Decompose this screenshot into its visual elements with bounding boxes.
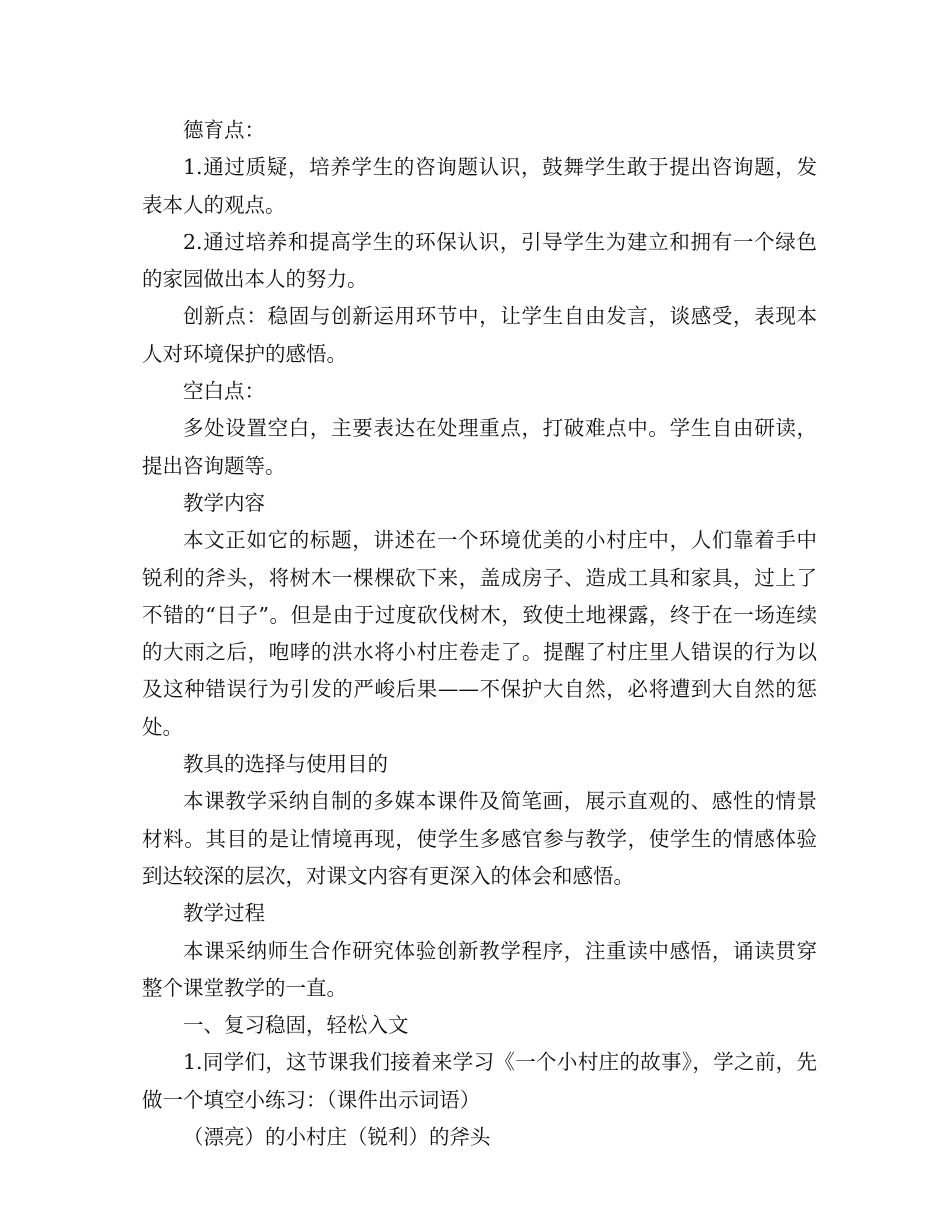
paragraph-teaching-aids: 本课教学采纳自制的多媒本课件及简笔画，展示直观的、感性的情景材料。其目的是让情境再现，使学生多感官参与教学，使学生的情感体验到达较深的层次，对课文内容有更深入的体会和感悟。 (142, 789, 817, 888)
heading-moral-points: 德育点： (183, 118, 265, 142)
paragraph-moral-point-2: 2.通过培养和提高学生的环保认识，引导学生为建立和拥有一个绿色的家园做出本人的努力。 (142, 229, 817, 292)
paragraph-review-step-1: 1.同学们，这节课我们接着来学习《一个小村庄的故事》，学之前，先做一个填空小练习：（课件出示词语） (142, 1050, 817, 1112)
paragraph-fill-in-words: （漂亮）的小村庄（锐利）的斧头 (183, 1125, 491, 1150)
paragraph-teaching-content: 本文正如它的标题，讲述在一个环境优美的小村庄中，人们靠着手中锐利的斧头，将树木一棵棵砍下来，盖成房子、造成工具和家具，过上了不错的“日子”。但是由于过度砍伐树木，致使土地裸露，终于在一场连续的大雨之后，咆哮的洪水将小村庄卷走了。提醒了村庄里人错误的行为以及这种错误行为引发的严峻后果——不保护大自然，必将遭到大自然的惩处。 (142, 528, 817, 739)
paragraph-teaching-process: 本课采纳师生合作研究体验创新教学程序，注重读中感悟，诵读贯穿整个课堂教学的一直。 (142, 938, 817, 1000)
heading-review-section: 一、复习稳固，轻松入文 (183, 1013, 409, 1038)
paragraph-blank-points: 多处设置空白，主要表达在处理重点，打破难点中。学生自由研读，提出咨询题等。 (142, 416, 817, 478)
heading-teaching-aids: 教具的选择与使用目的 (183, 752, 388, 777)
heading-blank-points: 空白点： (183, 379, 265, 404)
paragraph-moral-point-1: 1.通过质疑，培养学生的咨询题认识，鼓舞学生敢于提出咨询题，发表本人的观点。 (142, 155, 817, 217)
document-body (142, 112, 817, 1156)
heading-teaching-process: 教学过程 (183, 901, 265, 926)
heading-teaching-content: 教学内容 (183, 490, 265, 515)
paragraph-innovation-point: 创新点：稳固与创新运用环节中，让学生自由发言，谈感受，表现本人对环境保护的感悟。 (142, 304, 817, 366)
